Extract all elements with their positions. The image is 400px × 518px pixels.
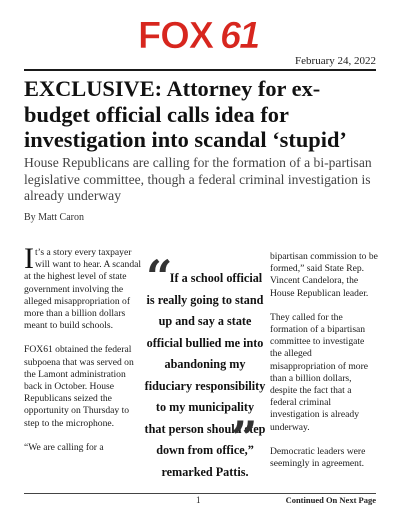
- page-number: 1: [196, 495, 201, 505]
- continued-notice: Continued On Next Page: [285, 495, 376, 505]
- right-paragraph-1: bipartisan commission to be formed,” said State Rep. Vincent Candelora, the House Republican leader.: [270, 251, 378, 299]
- article-column-left: [24, 242, 142, 466]
- left-paragraph-1-text: t’s a story every taxpayer will want to hear. A scandal at the highest level of state government involving the alleged misappropriation of more than a billion dollars meant to build schools.: [24, 247, 142, 332]
- right-paragraph-2: They called for the formation of a bipartisan committee to investigate the alleged misappropriation of more than a billion dollars, despite the fact that a federal criminal investigation is already underway.: [270, 311, 369, 433]
- left-paragraph-3: “We are calling for a: [24, 441, 104, 453]
- logo-61-text: 61: [220, 15, 259, 54]
- logo-fox-text: FOX: [138, 15, 214, 54]
- fox61-logo: [136, 14, 264, 54]
- publication-date: February 24, 2022: [295, 55, 376, 67]
- close-quote-icon: ”: [231, 411, 258, 465]
- open-quote-icon: “: [146, 250, 173, 304]
- fox61-logo-graphic: [136, 14, 264, 54]
- drop-cap: I: [24, 242, 34, 275]
- article-subhead: House Republicans are calling for the formation of a bi-partisan legislative committee, though a federal criminal investigation is already underway: [24, 155, 372, 203]
- article-headline: EXCLUSIVE: Attorney for ex-budget official calls idea for investigation into scandal ‘stupid’: [24, 76, 347, 152]
- footer-divider: [24, 493, 376, 494]
- pull-quote-text: If a school official is really going to stand up and say a state official bullied me into abandoning my fiduciary responsibility to my municipality that person should step down from office,” remarked Pattis.: [144, 271, 266, 479]
- article-column-right: [270, 251, 378, 482]
- article-byline: By Matt Caron: [24, 212, 84, 223]
- header-divider: [24, 69, 376, 71]
- left-paragraph-1: [24, 242, 142, 332]
- left-paragraph-2: FOX61 obtained the federal subpoena that was served on the Lamont administration back in October. House Republicans seized the opportunity on Thursday to step to the microphone.: [24, 344, 134, 429]
- right-paragraph-3: Democratic leaders were seemingly in agreement.: [270, 445, 366, 470]
